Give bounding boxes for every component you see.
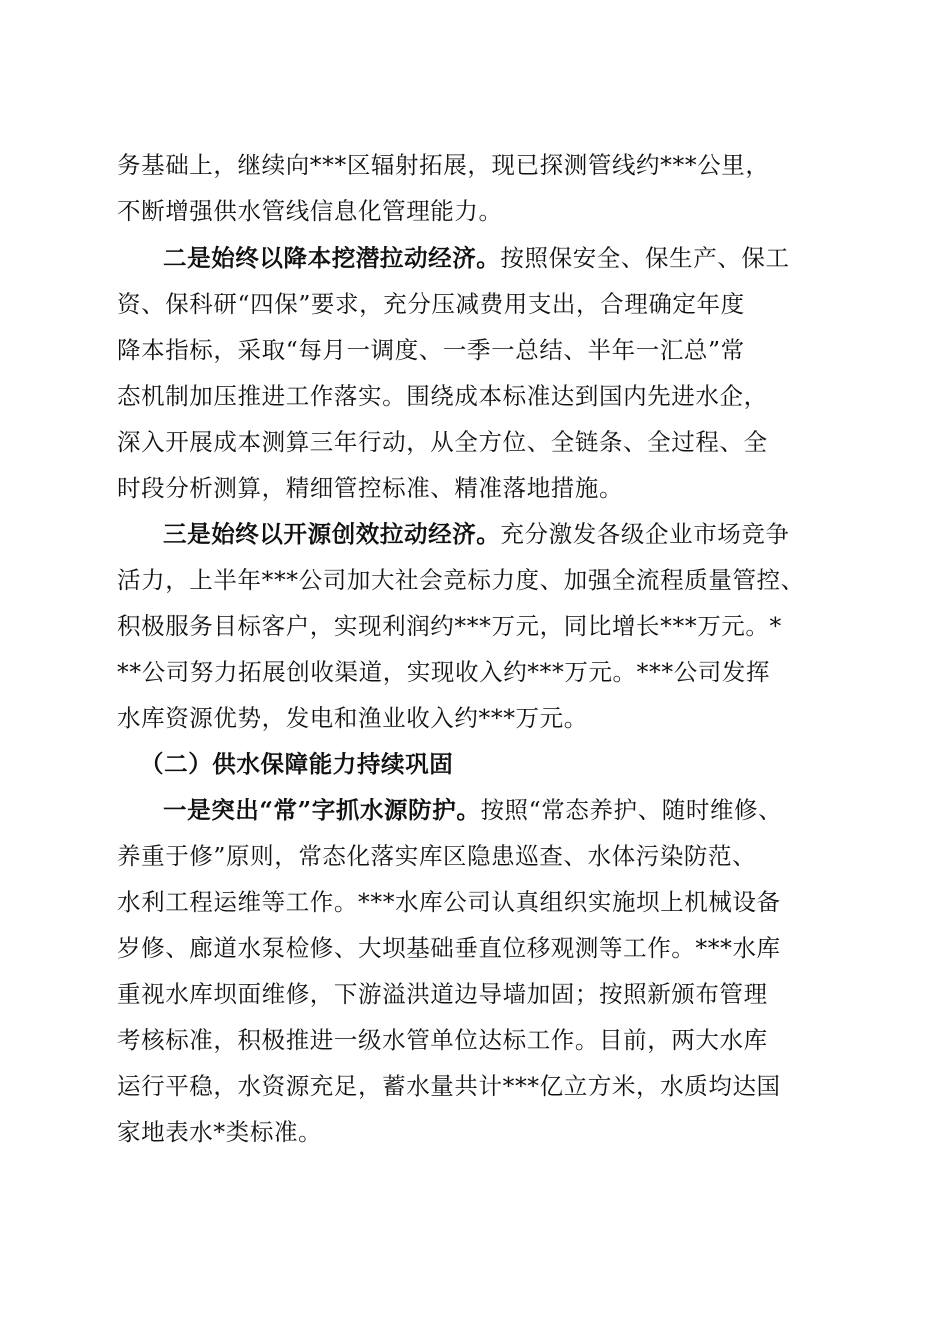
paragraph-line xyxy=(117,561,837,599)
paragraph-line xyxy=(117,883,837,921)
paragraph-line xyxy=(117,837,837,875)
paragraph-line xyxy=(117,1067,837,1105)
paragraph-line xyxy=(117,1113,837,1151)
paragraph-line xyxy=(117,975,837,1013)
section-heading xyxy=(140,745,860,783)
paragraph-line xyxy=(117,377,837,415)
line-text: 水库资源优势，发电和渔业收入约***万元。 xyxy=(117,704,588,732)
section-heading-text: （二）供水保障能力持续巩固 xyxy=(140,750,454,778)
paragraph-lead: 三是始终以开源创效拉动经济。 xyxy=(163,520,501,548)
line-text: 按照“常态养护、随时维修、 xyxy=(480,796,783,824)
line-text: 不断增强供水管线信息化管理能力。 xyxy=(117,197,503,225)
paragraph-line xyxy=(117,331,837,369)
line-text: **公司努力拓展创收渠道，实现收入约***万元。***公司发挥 xyxy=(117,658,771,686)
line-text: 资、保科研“四保”要求，充分压减费用支出，合理确定年度 xyxy=(117,290,745,318)
paragraph-line xyxy=(163,515,883,553)
line-text: 岁修、廊道水泵检修、大坝基础垂直位移观测等工作。***水库 xyxy=(117,934,781,962)
line-text: 积极服务目标客户，实现利润约***万元，同比增长***万元。* xyxy=(117,612,782,640)
line-text: 务基础上，继续向***区辐射拓展，现已探测管线约***公里， xyxy=(117,151,770,179)
line-text: 深入开展成本测算三年行动，从全方位、全链条、全过程、全 xyxy=(117,428,768,456)
line-text: 时段分析测算，精细管控标准、精准落地措施。 xyxy=(117,474,624,502)
line-text: 运行平稳，水资源充足，蓄水量共计***亿立方米，水质均达国 xyxy=(117,1072,781,1100)
line-text: 活力，上半年***公司加大社会竞标力度、加强全流程质量管控、 xyxy=(117,566,805,594)
paragraph-line xyxy=(117,1021,837,1059)
paragraph-line xyxy=(163,791,883,829)
paragraph-line xyxy=(117,653,837,691)
paragraph-line xyxy=(117,469,837,507)
paragraph-line xyxy=(117,146,837,184)
paragraph-line xyxy=(117,423,837,461)
paragraph-line xyxy=(117,285,837,323)
line-text: 考核标准，积极推进一级水管单位达标工作。目前，两大水库 xyxy=(117,1026,768,1054)
paragraph-line xyxy=(117,192,837,230)
line-text: 充分激发各级企业市场竞争 xyxy=(500,520,790,548)
paragraph-line xyxy=(117,929,837,967)
line-text: 态机制加压推进工作落实。围绕成本标准达到国内先进水企， xyxy=(117,382,768,410)
line-text: 养重于修”原则，常态化落实库区隐患巡查、水体污染防范、 xyxy=(117,842,757,870)
line-text: 降本指标，采取“每月一调度、一季一总结、半年一汇总”常 xyxy=(117,336,745,364)
line-text: 水利工程运维等工作。***水库公司认真组织实施坝上机械设备 xyxy=(117,888,781,916)
paragraph-lead: 一是突出“常”字抓水源防护。 xyxy=(163,796,481,824)
line-text: 重视水库坝面维修，下游溢洪道边导墙加固；按照新颁布管理 xyxy=(117,980,768,1008)
line-text: 按照保安全、保生产、保工 xyxy=(500,244,790,272)
paragraph-lead: 二是始终以降本挖潜拉动经济。 xyxy=(163,244,501,272)
line-text: 家地表水*类标准。 xyxy=(117,1118,323,1146)
paragraph-line xyxy=(117,607,837,645)
paragraph-line xyxy=(163,239,883,277)
paragraph-line xyxy=(117,699,837,737)
